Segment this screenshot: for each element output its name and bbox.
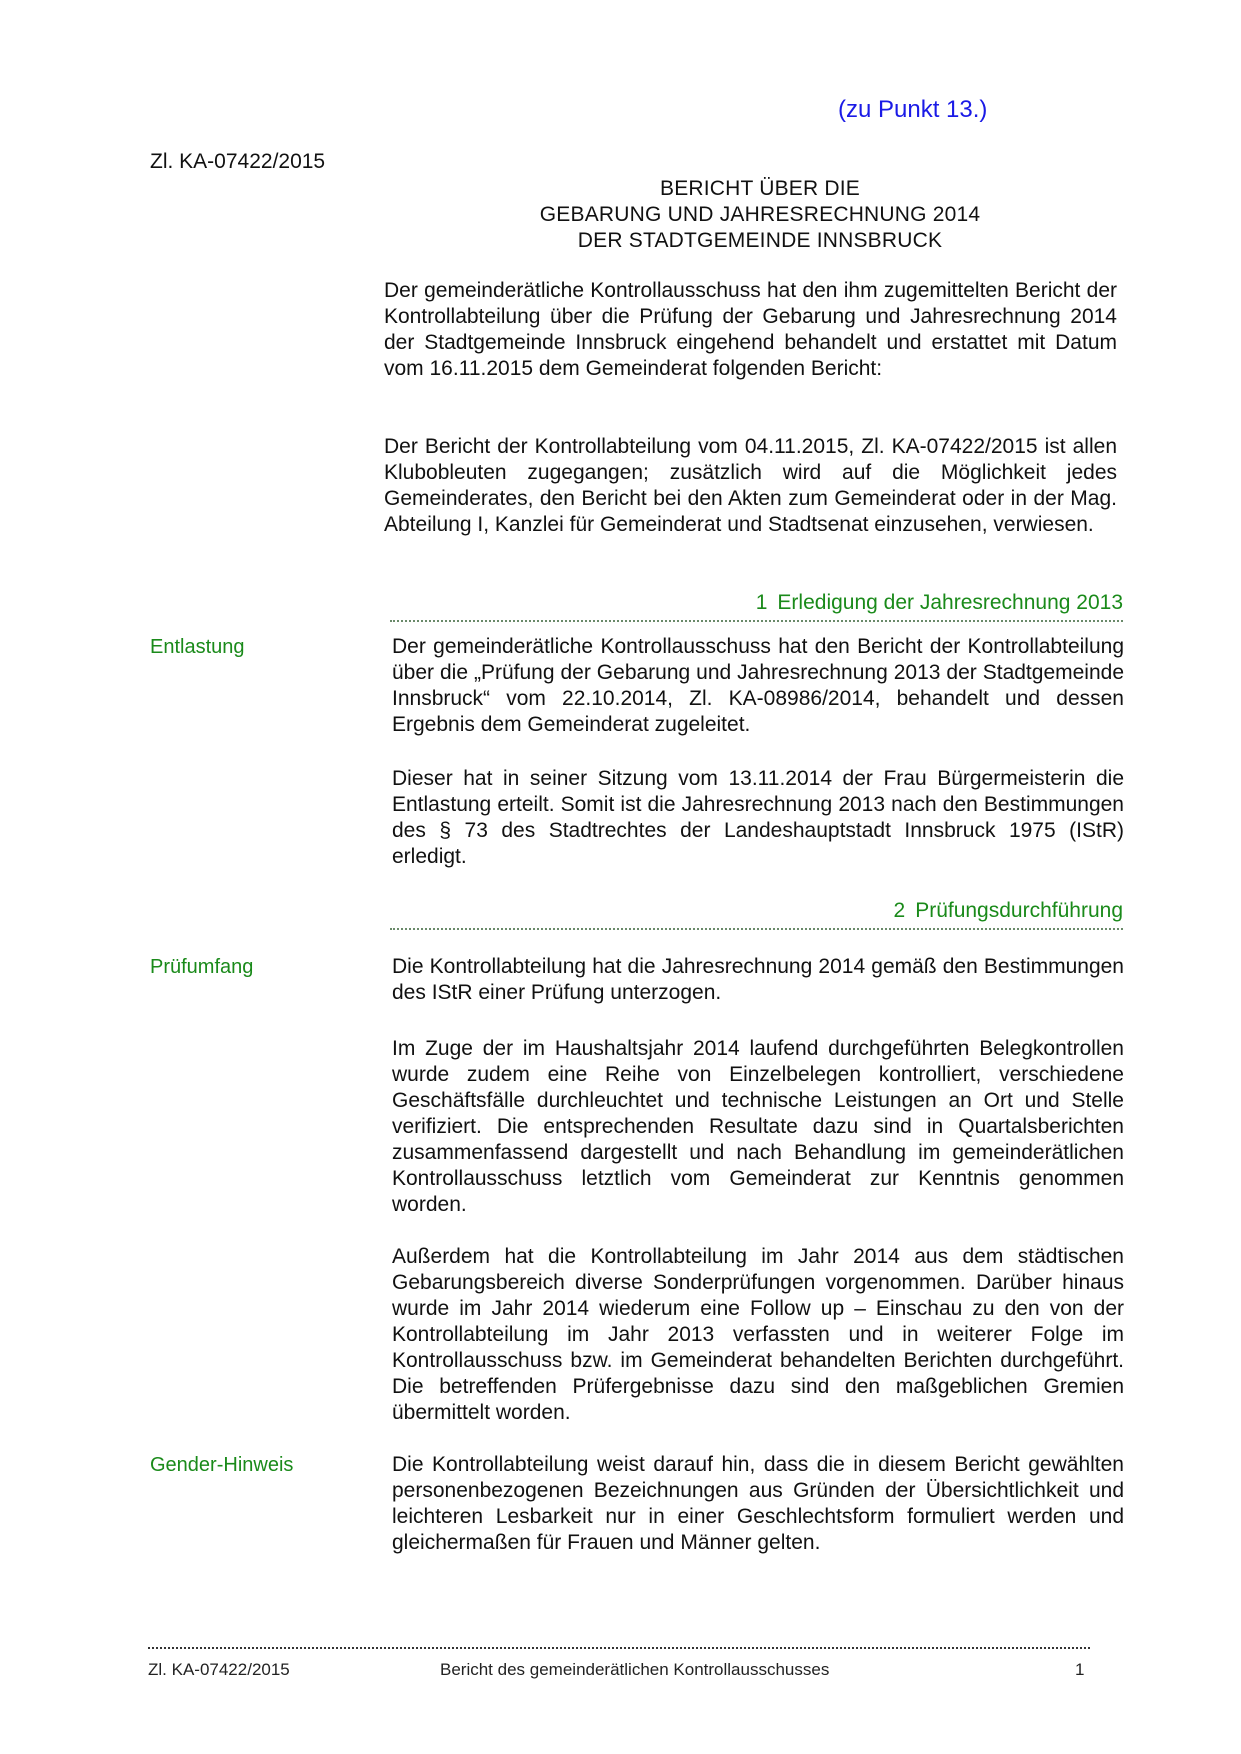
section-paragraph: Außerdem hat die Kontrollabteilung im Jahr 2014 aus dem städtischen Gebarungsbereich diverse Sonderprüfungen vorgenommen. Darüber hinaus wurde im Jahr 2014 wiederum eine Follow up – Einschau zu den von der Kontrollabteilung im Jahr 2013 verfassten und in weiterer Folge im Kontrollausschuss bzw. im Gemeinderat behandelten Berichten durchgeführt. Die betreffenden Prüfergebnisse dazu sind den maßgeblichen Gremien übermittelt worden. [392,1245,1124,1424]
section-paragraph: Dieser hat in seiner Sitzung vom 13.11.2014 der Frau Bürgermeisterin die Entlastung erteilt. Somit ist die Jahresrechnung 2013 nach den Bestimmungen des § 73 des Stadtrechtes der Landeshauptstadt Innsbruck 1975 (IStR) erledigt. [392,767,1124,868]
page-number: 1 [1075,1660,1085,1679]
intro-paragraph: Der Bericht der Kontrollabteilung vom 04.11.2015, Zl. KA-07422/2015 ist allen Klubobleuten zugegangen; zusätzlich wird auf die Möglichkeit jedes Gemeinderates, den Bericht bei den Akten zum Gemeinderat oder in der Mag. Abteilung I, Kanzlei für Gemeinderat und Stadtsenat einzusehen, verwiesen. [384,435,1117,536]
section-paragraph: Im Zuge der im Haushaltsjahr 2014 laufend durchgeführten Belegkontrollen wurde zudem eine Reihe von Einzelbelegen kontrolliert, verschiedene Geschäftsfälle durchleuchtet und technische Leistungen an Ort und Stelle verifiziert. Die entsprechenden Resultate dazu sind in Quartalsberichten zusammenfassend dargestellt und nach Behandlung im gemeinderätlichen Kontrollausschuss letztlich vom Gemeinderat zur Kenntnis genommen worden. [392,1037,1124,1216]
footer-divider [148,1647,1090,1649]
side-label: Gender-Hinweis [150,1454,294,1476]
reference-note: (zu Punkt 13.) [838,96,988,123]
intro-paragraph: Der gemeinderätliche Kontrollausschuss hat den ihm zugemittelten Bericht der Kontrollabteilung über die Prüfung der Gebarung und Jahresrechnung 2014 der Stadtgemeinde Innsbruck eingehend behandelt und erstattet mit Datum vom 16.11.2015 dem Gemeinderat folgenden Bericht: [384,279,1117,380]
section-number: 1 [755,591,768,614]
side-label: Entlastung [150,636,245,658]
document-title [440,176,1080,254]
section-number: 2 [893,899,906,922]
file-number: Zl. KA-07422/2015 [150,150,326,173]
title-line: GEBARUNG UND JAHRESRECHNUNG 2014 [539,203,981,226]
section-paragraph: Der gemeinderätliche Kontrollausschuss hat den Bericht der Kontrollabteilung über die „Prüfung der Gebarung und Jahresrechnung 2013 der Stadtgemeinde Innsbruck“ vom 22.10.2014, Zl. KA-08986/2014, behandelt und dessen Ergebnis dem Gemeinderat zugeleitet. [392,635,1124,736]
title-line: DER STADTGEMEINDE INNSBRUCK [577,229,943,252]
section-paragraph: Die Kontrollabteilung hat die Jahresrechnung 2014 gemäß den Bestimmungen des IStR einer Prüfung unterzogen. [392,955,1124,1004]
footer-file-number: Zl. KA-07422/2015 [148,1660,290,1679]
side-label: Prüfumfang [150,956,254,978]
footer-report-title: Bericht des gemeinderätlichen Kontrollausschusses [440,1660,830,1679]
section-title: Prüfungsdurchführung [915,899,1123,922]
gender-paragraph: Die Kontrollabteilung weist darauf hin, dass die in diesem Bericht gewählten personenbezogenen Bezeichnungen aus Gründen der Übersichtlichkeit und leichteren Lesbarkeit nur in einer Geschlechtsform formuliert werden und gleichermaßen für Frauen und Männer gelten. [392,1453,1124,1554]
section-heading [390,590,1123,622]
section-heading [390,898,1123,930]
title-line: BERICHT ÜBER DIE [659,177,860,200]
section-title: Erledigung der Jahresrechnung 2013 [777,591,1123,614]
